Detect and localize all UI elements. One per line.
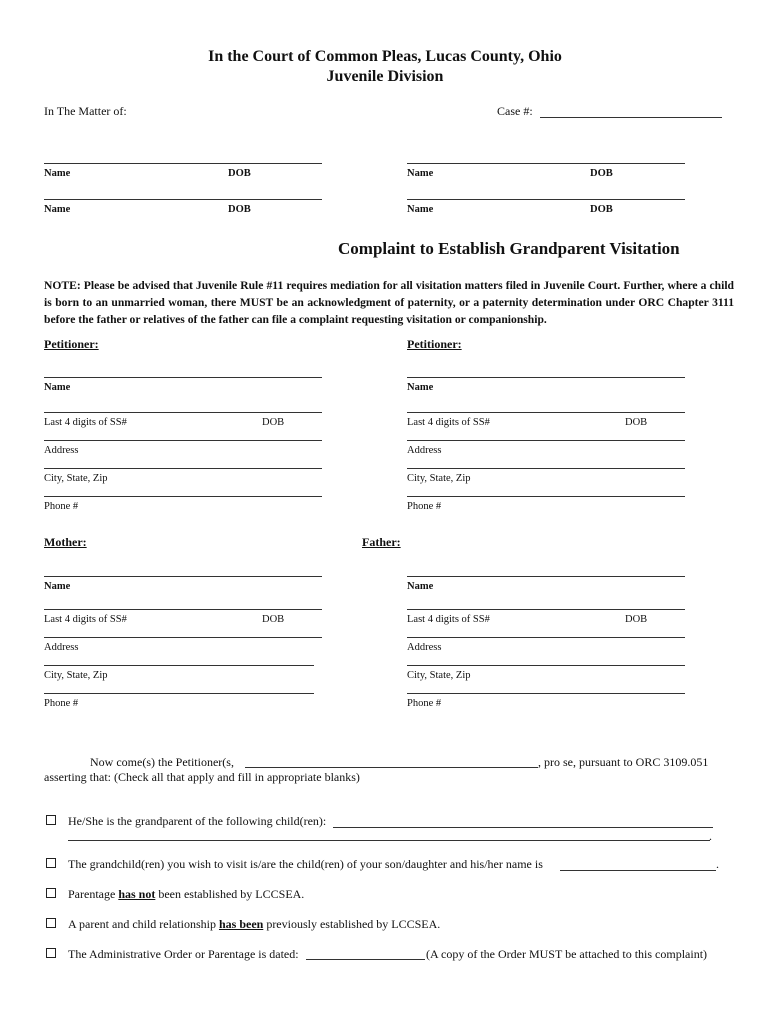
case-label: Case #: bbox=[497, 104, 533, 118]
petitioner1-city-field[interactable] bbox=[44, 468, 322, 469]
petitioner2-phone-label: Phone # bbox=[407, 501, 442, 512]
father-ss-label: Last 4 digits of SS# bbox=[407, 614, 490, 625]
petitioner2-city-field[interactable] bbox=[407, 468, 685, 469]
relationship-text-a: A parent and child relationship bbox=[68, 917, 216, 931]
matter-dob-label-4: DOB bbox=[590, 204, 613, 215]
statement-line2: asserting that: (Check all that apply and fill in appropriate blanks) bbox=[44, 770, 360, 784]
father-address-label: Address bbox=[407, 642, 442, 653]
petitioner1-address-field[interactable] bbox=[44, 440, 322, 441]
petitioner2-dob-label: DOB bbox=[625, 417, 648, 428]
children-names-field-2[interactable] bbox=[68, 840, 710, 841]
mother-heading: Mother: bbox=[44, 535, 87, 549]
petitioner1-dob-label: DOB bbox=[262, 417, 285, 428]
father-city-field[interactable] bbox=[407, 665, 685, 666]
petitioner1-phone-field[interactable] bbox=[44, 496, 322, 497]
father-city-label: City, State, Zip bbox=[407, 670, 471, 681]
petitioner2-name-field[interactable] bbox=[407, 377, 685, 378]
parentage-text-a: Parentage bbox=[68, 887, 116, 901]
father-ss-dob-field[interactable] bbox=[407, 609, 685, 610]
son-daughter-period: . bbox=[716, 857, 719, 871]
relationship-established-label bbox=[68, 917, 440, 932]
matter-name-label-2: Name bbox=[407, 168, 434, 179]
petitioner2-ss-dob-field[interactable] bbox=[407, 412, 685, 413]
note-paragraph: NOTE: Please be advised that Juvenile Rule #11 requires mediation for all visitation matters filed in Juvenile Court. Further, where a child is born to an unmarried woman, there MUST be an acknowledgment of paternity, or a paternity determination under ORC Chapter 3111 before the father or relatives of the father can file a complaint requesting visitation or companionship. bbox=[44, 279, 734, 326]
petitioner2-phone-field[interactable] bbox=[407, 496, 685, 497]
petitioner2-ss-label: Last 4 digits of SS# bbox=[407, 417, 490, 428]
parentage-has-not: has not bbox=[118, 887, 156, 901]
grandparent-label: He/She is the grandparent of the following child(ren): bbox=[68, 814, 327, 828]
petitioner1-city-label: City, State, Zip bbox=[44, 473, 108, 484]
petitioner2-name-label: Name bbox=[407, 382, 434, 393]
parentage-not-established-label bbox=[68, 887, 304, 902]
matter-name-label-1: Name bbox=[44, 168, 71, 179]
mother-ss-label: Last 4 digits of SS# bbox=[44, 614, 127, 625]
father-phone-label: Phone # bbox=[407, 698, 442, 709]
court-title: In the Court of Common Pleas, Lucas County, Ohio bbox=[208, 48, 562, 65]
relationship-has-been: has been bbox=[218, 917, 264, 931]
petitioner1-phone-label: Phone # bbox=[44, 501, 79, 512]
petitioner2-city-label: City, State, Zip bbox=[407, 473, 471, 484]
grandparent-checkbox[interactable] bbox=[46, 815, 56, 825]
mother-address-label: Address bbox=[44, 642, 79, 653]
mother-city-label: City, State, Zip bbox=[44, 670, 108, 681]
mother-name-field[interactable] bbox=[44, 576, 322, 577]
matter-name-field-3[interactable] bbox=[44, 199, 322, 200]
petitioner2-address-label: Address bbox=[407, 445, 442, 456]
matter-name-label-3: Name bbox=[44, 204, 71, 215]
children-names-period: . bbox=[709, 829, 712, 843]
administrative-order-checkbox[interactable] bbox=[46, 948, 56, 958]
father-dob-label: DOB bbox=[625, 614, 648, 625]
petitioner1-ss-dob-field[interactable] bbox=[44, 412, 322, 413]
matter-dob-label-3: DOB bbox=[228, 204, 251, 215]
children-names-field-1[interactable] bbox=[333, 827, 713, 828]
parentage-not-established-checkbox[interactable] bbox=[46, 888, 56, 898]
matter-dob-label-2: DOB bbox=[590, 168, 613, 179]
order-date-field[interactable] bbox=[306, 959, 425, 960]
matter-label: In The Matter of: bbox=[44, 104, 127, 118]
petitioner1-name-label: Name bbox=[44, 382, 71, 393]
matter-name-field-1[interactable] bbox=[44, 163, 322, 164]
petitioner-heading-1: Petitioner: bbox=[44, 337, 99, 351]
petitioner1-name-field[interactable] bbox=[44, 377, 322, 378]
son-daughter-name-field[interactable] bbox=[560, 870, 716, 871]
administrative-order-label: The Administrative Order or Parentage is dated: bbox=[68, 947, 299, 961]
father-phone-field[interactable] bbox=[407, 693, 685, 694]
petitioner-heading-2: Petitioner: bbox=[407, 337, 462, 351]
form-title: Complaint to Establish Grandparent Visitation bbox=[338, 239, 680, 258]
mother-phone-field[interactable] bbox=[44, 693, 314, 694]
relationship-text-c: previously established by LCCSEA. bbox=[266, 917, 441, 931]
mother-name-label: Name bbox=[44, 581, 71, 592]
statement-line1-start: Now come(s) the Petitioner(s, bbox=[90, 755, 234, 769]
petitioner1-ss-label: Last 4 digits of SS# bbox=[44, 417, 127, 428]
matter-name-field-4[interactable] bbox=[407, 199, 685, 200]
father-name-field[interactable] bbox=[407, 576, 685, 577]
father-heading: Father: bbox=[362, 535, 401, 549]
mother-address-field[interactable] bbox=[44, 637, 322, 638]
father-address-field[interactable] bbox=[407, 637, 685, 638]
petitioner2-address-field[interactable] bbox=[407, 440, 685, 441]
mother-city-field[interactable] bbox=[44, 665, 314, 666]
relationship-established-checkbox[interactable] bbox=[46, 918, 56, 928]
case-number-field[interactable] bbox=[540, 117, 722, 118]
mother-ss-dob-field[interactable] bbox=[44, 609, 322, 610]
statement-line1-end: , pro se, pursuant to ORC 3109.051 bbox=[538, 755, 709, 769]
administrative-order-note: (A copy of the Order MUST be attached to this complaint) bbox=[426, 947, 708, 961]
matter-name-field-2[interactable] bbox=[407, 163, 685, 164]
parentage-text-c: been established by LCCSEA. bbox=[158, 887, 305, 901]
division-title: Juvenile Division bbox=[326, 68, 444, 85]
father-name-label: Name bbox=[407, 581, 434, 592]
child-of-son-daughter-checkbox[interactable] bbox=[46, 858, 56, 868]
matter-name-label-4: Name bbox=[407, 204, 434, 215]
mother-dob-label: DOB bbox=[262, 614, 285, 625]
matter-dob-label-1: DOB bbox=[228, 168, 251, 179]
mother-phone-label: Phone # bbox=[44, 698, 79, 709]
petitioner1-address-label: Address bbox=[44, 445, 79, 456]
child-of-son-daughter-label: The grandchild(ren) you wish to visit is/are the child(ren) of your son/daughter and his/her name is bbox=[68, 857, 543, 871]
petitioners-names-field[interactable] bbox=[245, 767, 538, 768]
